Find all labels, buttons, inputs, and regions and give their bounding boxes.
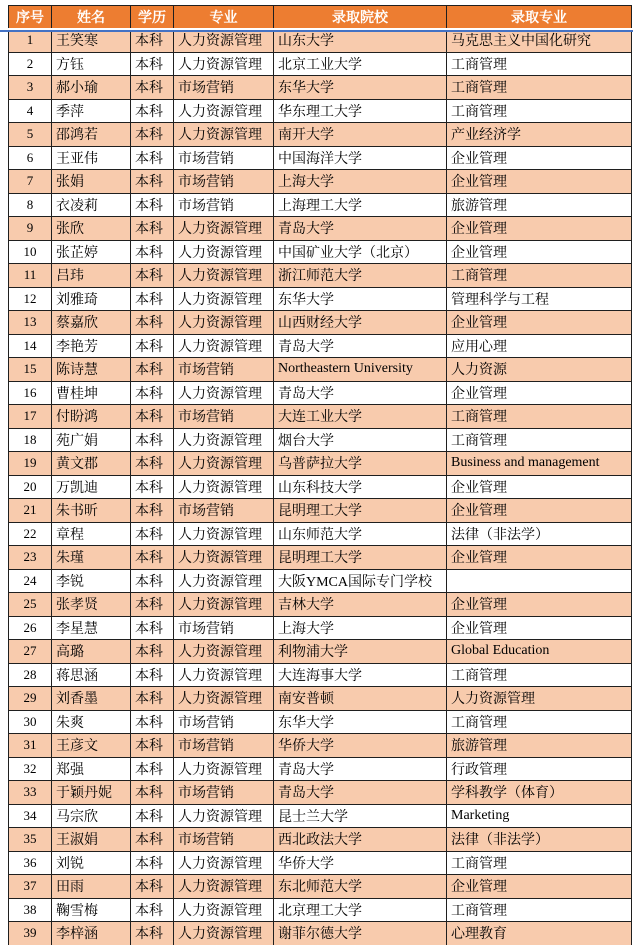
table-row	[9, 334, 632, 358]
table-cell[interactable]: 李艳芳	[52, 334, 131, 358]
table-cell[interactable]: 26	[9, 616, 52, 640]
table-row	[9, 76, 632, 100]
table-cell[interactable]: 季萍	[52, 99, 131, 123]
table-cell[interactable]: 本科	[131, 828, 174, 852]
table-cell[interactable]: 7	[9, 170, 52, 194]
table-cell[interactable]: 王淑娟	[52, 828, 131, 852]
table-cell[interactable]: 上海大学	[274, 170, 447, 194]
column-header-0[interactable]: 序号	[9, 6, 52, 29]
table-cell[interactable]: 人力资源管理	[174, 52, 274, 76]
table-cell[interactable]: 南安普顿	[274, 687, 447, 711]
table-cell[interactable]: 上海大学	[274, 616, 447, 640]
table-cell[interactable]: 人力资源管理	[174, 29, 274, 53]
table-cell[interactable]: 工商管理	[447, 851, 632, 875]
table-cell[interactable]: 青岛大学	[274, 757, 447, 781]
table-cell[interactable]: 人力资源	[447, 358, 632, 382]
table-cell[interactable]: 工商管理	[447, 428, 632, 452]
table-cell[interactable]: 企业管理	[447, 311, 632, 335]
table-row	[9, 170, 632, 194]
table-cell[interactable]: 曹桂坤	[52, 381, 131, 405]
table-row	[9, 640, 632, 664]
table-row	[9, 546, 632, 570]
table-cell[interactable]: 36	[9, 851, 52, 875]
table-cell[interactable]: 鞠雪梅	[52, 898, 131, 922]
table-cell[interactable]: 29	[9, 687, 52, 711]
table-cell[interactable]: 本科	[131, 616, 174, 640]
table-row	[9, 475, 632, 499]
table-cell[interactable]: 北京理工大学	[274, 898, 447, 922]
table-cell[interactable]: 山西财经大学	[274, 311, 447, 335]
table-row	[9, 29, 632, 53]
table-cell[interactable]: 本科	[131, 804, 174, 828]
table-cell[interactable]: 10	[9, 240, 52, 264]
table-cell[interactable]: Northeastern University	[274, 358, 447, 382]
table-cell[interactable]: 东华大学	[274, 710, 447, 734]
table-cell[interactable]: 市场营销	[174, 616, 274, 640]
table-cell[interactable]: 朱瑾	[52, 546, 131, 570]
table-cell[interactable]: 张娟	[52, 170, 131, 194]
table-cell[interactable]: 本科	[131, 123, 174, 147]
table-cell[interactable]: 昆明理工大学	[274, 499, 447, 523]
table-cell[interactable]: 烟台大学	[274, 428, 447, 452]
table-cell[interactable]: 25	[9, 593, 52, 617]
table-cell[interactable]: 山东师范大学	[274, 522, 447, 546]
table-row	[9, 428, 632, 452]
table-cell[interactable]: 旅游管理	[447, 193, 632, 217]
table-cell[interactable]: 12	[9, 287, 52, 311]
table-cell[interactable]: 本科	[131, 240, 174, 264]
table-cell[interactable]: 人力资源管理	[174, 217, 274, 241]
table-cell[interactable]: Marketing	[447, 804, 632, 828]
table-cell[interactable]: 企业管理	[447, 217, 632, 241]
table-cell[interactable]: 人力资源管理	[174, 757, 274, 781]
table-cell[interactable]: 本科	[131, 217, 174, 241]
table-cell[interactable]: 人力资源管理	[174, 804, 274, 828]
table-cell[interactable]: 工商管理	[447, 710, 632, 734]
table-cell[interactable]: 人力资源管理	[174, 240, 274, 264]
table-cell[interactable]: 李梓涵	[52, 922, 131, 945]
table-cell[interactable]: 本科	[131, 405, 174, 429]
table-cell[interactable]: 人力资源管理	[174, 522, 274, 546]
table-cell[interactable]: 30	[9, 710, 52, 734]
table-row	[9, 499, 632, 523]
table-cell[interactable]: 人力资源管理	[174, 640, 274, 664]
table-cell[interactable]: 郑强	[52, 757, 131, 781]
table-cell[interactable]: 应用心理	[447, 334, 632, 358]
table-cell[interactable]: 蔡嘉欣	[52, 311, 131, 335]
table-cell[interactable]: 本科	[131, 287, 174, 311]
table-row	[9, 146, 632, 170]
table-cell[interactable]: Global Education	[447, 640, 632, 664]
table-cell[interactable]: 青岛大学	[274, 381, 447, 405]
table-cell[interactable]: 产业经济学	[447, 123, 632, 147]
table-cell[interactable]: 人力资源管理	[174, 475, 274, 499]
table-cell[interactable]: 利物浦大学	[274, 640, 447, 664]
table-cell[interactable]: 青岛大学	[274, 781, 447, 805]
table-cell[interactable]: 昆士兰大学	[274, 804, 447, 828]
table-cell[interactable]: 企业管理	[447, 170, 632, 194]
table-cell[interactable]: 郝小瑜	[52, 76, 131, 100]
table-cell[interactable]: 邵鸿若	[52, 123, 131, 147]
table-cell[interactable]: 本科	[131, 734, 174, 758]
table-cell[interactable]: 人力资源管理	[174, 311, 274, 335]
table-row	[9, 311, 632, 335]
column-header-2[interactable]: 学历	[131, 6, 174, 29]
table-row	[9, 593, 632, 617]
table-cell[interactable]: 东华大学	[274, 287, 447, 311]
table-cell[interactable]: 13	[9, 311, 52, 335]
table-cell[interactable]: 山东大学	[274, 29, 447, 53]
table-cell[interactable]: 市场营销	[174, 170, 274, 194]
table-cell[interactable]: 34	[9, 804, 52, 828]
table-cell[interactable]: 11	[9, 264, 52, 288]
table-cell[interactable]: 刘香墨	[52, 687, 131, 711]
table-cell[interactable]: 市场营销	[174, 499, 274, 523]
table-row	[9, 804, 632, 828]
column-header-3[interactable]: 专业	[174, 6, 274, 29]
table-cell[interactable]: 市场营销	[174, 193, 274, 217]
header-row	[9, 6, 632, 29]
table-cell[interactable]: 本科	[131, 875, 174, 899]
table-cell[interactable]: 本科	[131, 264, 174, 288]
table-cell[interactable]: 38	[9, 898, 52, 922]
table-cell[interactable]: 人力资源管理	[174, 264, 274, 288]
table-cell[interactable]: 方钰	[52, 52, 131, 76]
table-cell[interactable]: 本科	[131, 334, 174, 358]
table-cell[interactable]: 本科	[131, 146, 174, 170]
table-cell[interactable]: 付盼鸿	[52, 405, 131, 429]
table-cell[interactable]: 18	[9, 428, 52, 452]
table-cell[interactable]: 张芷婷	[52, 240, 131, 264]
table-cell[interactable]: 20	[9, 475, 52, 499]
table-row	[9, 663, 632, 687]
table-cell[interactable]: 人力资源管理	[174, 452, 274, 476]
table-cell[interactable]: 陈诗慧	[52, 358, 131, 382]
table-cell[interactable]: 企业管理	[447, 875, 632, 899]
table-row	[9, 757, 632, 781]
table-row	[9, 898, 632, 922]
table-cell[interactable]: 人力资源管理	[174, 546, 274, 570]
table-cell[interactable]: 人力资源管理	[174, 875, 274, 899]
table-cell[interactable]: 企业管理	[447, 240, 632, 264]
table-cell[interactable]: 本科	[131, 381, 174, 405]
table-row	[9, 123, 632, 147]
table-row	[9, 99, 632, 123]
table-cell[interactable]: 工商管理	[447, 264, 632, 288]
table-cell[interactable]: 本科	[131, 99, 174, 123]
column-header-5[interactable]: 录取专业	[447, 6, 632, 29]
table-cell[interactable]: 人力资源管理	[174, 922, 274, 945]
table-cell[interactable]: 本科	[131, 593, 174, 617]
table-cell[interactable]: 27	[9, 640, 52, 664]
table-cell[interactable]: 39	[9, 922, 52, 945]
table-row	[9, 828, 632, 852]
table-cell[interactable]: 28	[9, 663, 52, 687]
table-cell[interactable]: 人力资源管理	[174, 381, 274, 405]
table-cell[interactable]: 黄文郡	[52, 452, 131, 476]
table-cell[interactable]: 9	[9, 217, 52, 241]
table-cell[interactable]: 田雨	[52, 875, 131, 899]
table-cell[interactable]: 本科	[131, 475, 174, 499]
table-cell[interactable]: 32	[9, 757, 52, 781]
table-row	[9, 616, 632, 640]
table-cell[interactable]: 8	[9, 193, 52, 217]
table-cell[interactable]: 本科	[131, 499, 174, 523]
table-row	[9, 851, 632, 875]
table-cell[interactable]: 青岛大学	[274, 334, 447, 358]
table-cell[interactable]: 刘锐	[52, 851, 131, 875]
table-cell[interactable]: 人力资源管理	[174, 99, 274, 123]
table-cell[interactable]: 16	[9, 381, 52, 405]
table-row	[9, 240, 632, 264]
table-cell[interactable]: 华东理工大学	[274, 99, 447, 123]
table-cell[interactable]: 19	[9, 452, 52, 476]
table-cell[interactable]: 张孝贤	[52, 593, 131, 617]
table-cell[interactable]: 市场营销	[174, 828, 274, 852]
table-cell[interactable]: 工商管理	[447, 52, 632, 76]
table-cell[interactable]: 市场营销	[174, 405, 274, 429]
table-cell[interactable]: 王亚伟	[52, 146, 131, 170]
table-cell[interactable]: 人力资源管理	[174, 663, 274, 687]
table-cell[interactable]: 本科	[131, 640, 174, 664]
table-cell[interactable]: 中国海洋大学	[274, 146, 447, 170]
table-cell[interactable]: 东北师范大学	[274, 875, 447, 899]
table-cell[interactable]: 本科	[131, 76, 174, 100]
table-cell[interactable]: 南开大学	[274, 123, 447, 147]
table-cell[interactable]: 工商管理	[447, 663, 632, 687]
table-cell[interactable]: 本科	[131, 710, 174, 734]
table-cell[interactable]: 35	[9, 828, 52, 852]
table-cell[interactable]: 市场营销	[174, 76, 274, 100]
table-cell[interactable]: 吉林大学	[274, 593, 447, 617]
table-cell[interactable]: 人力资源管理	[174, 569, 274, 593]
table-cell[interactable]: 昆明理工大学	[274, 546, 447, 570]
table-cell[interactable]: 23	[9, 546, 52, 570]
table-cell[interactable]: 章程	[52, 522, 131, 546]
table-cell[interactable]: 6	[9, 146, 52, 170]
column-header-4[interactable]: 录取院校	[274, 6, 447, 29]
table-cell[interactable]: 心理教育	[447, 922, 632, 945]
table-cell[interactable]: 企业管理	[447, 546, 632, 570]
table-cell[interactable]: 马宗欣	[52, 804, 131, 828]
frozen-pane-divider	[0, 30, 633, 32]
table-cell[interactable]: 1	[9, 29, 52, 53]
table-row	[9, 452, 632, 476]
table-row	[9, 217, 632, 241]
table-cell[interactable]: 本科	[131, 52, 174, 76]
table-cell[interactable]: 朱书昕	[52, 499, 131, 523]
table-cell[interactable]	[447, 569, 632, 593]
table-cell[interactable]: 李星慧	[52, 616, 131, 640]
table-row	[9, 781, 632, 805]
table-cell[interactable]: 工商管理	[447, 99, 632, 123]
table-row	[9, 358, 632, 382]
table-cell[interactable]: 4	[9, 99, 52, 123]
table-cell[interactable]: 本科	[131, 898, 174, 922]
table-cell[interactable]: 谢菲尔德大学	[274, 922, 447, 945]
table-cell[interactable]: 西北政法大学	[274, 828, 447, 852]
table-cell[interactable]: 15	[9, 358, 52, 382]
table-cell[interactable]: 14	[9, 334, 52, 358]
table-row	[9, 381, 632, 405]
table-cell[interactable]: 企业管理	[447, 593, 632, 617]
table-cell[interactable]: 上海理工大学	[274, 193, 447, 217]
table-cell[interactable]: 33	[9, 781, 52, 805]
table-cell[interactable]: 企业管理	[447, 616, 632, 640]
table-cell[interactable]: 3	[9, 76, 52, 100]
table-cell[interactable]: 刘雅琦	[52, 287, 131, 311]
table-cell[interactable]: 山东科技大学	[274, 475, 447, 499]
table-cell[interactable]: 2	[9, 52, 52, 76]
table-cell[interactable]: 24	[9, 569, 52, 593]
table-cell[interactable]: 朱爽	[52, 710, 131, 734]
table-cell[interactable]: 华侨大学	[274, 851, 447, 875]
table-cell[interactable]: 蒋思涵	[52, 663, 131, 687]
table-cell[interactable]: 马克思主义中国化研究	[447, 29, 632, 53]
table-cell[interactable]: 大连工业大学	[274, 405, 447, 429]
table-cell[interactable]: 人力资源管理	[174, 687, 274, 711]
table-cell[interactable]: 衣凌莉	[52, 193, 131, 217]
table-body	[9, 29, 632, 945]
table-cell[interactable]: Business and management	[447, 452, 632, 476]
table-cell[interactable]: 本科	[131, 428, 174, 452]
table-cell[interactable]: 本科	[131, 358, 174, 382]
table-cell[interactable]: 吕玮	[52, 264, 131, 288]
table-cell[interactable]: 青岛大学	[274, 217, 447, 241]
table-cell[interactable]: 本科	[131, 922, 174, 945]
table-cell[interactable]: 法律（非法学）	[447, 828, 632, 852]
table-cell[interactable]: 本科	[131, 170, 174, 194]
table-row	[9, 922, 632, 945]
table-cell[interactable]: 李锐	[52, 569, 131, 593]
table-cell[interactable]: 本科	[131, 687, 174, 711]
table-cell[interactable]: 人力资源管理	[174, 334, 274, 358]
admissions-table	[8, 5, 632, 945]
table-cell[interactable]: 37	[9, 875, 52, 899]
table-row	[9, 687, 632, 711]
table-cell[interactable]: 市场营销	[174, 358, 274, 382]
column-header-1[interactable]: 姓名	[52, 6, 131, 29]
table-cell[interactable]: 工商管理	[447, 76, 632, 100]
table-cell[interactable]: 企业管理	[447, 475, 632, 499]
table-cell[interactable]: 工商管理	[447, 405, 632, 429]
table-cell[interactable]: 本科	[131, 546, 174, 570]
table-cell[interactable]: 31	[9, 734, 52, 758]
table-cell[interactable]: 学科教学（体育）	[447, 781, 632, 805]
table-cell[interactable]: 管理科学与工程	[447, 287, 632, 311]
table-cell[interactable]: 人力资源管理	[447, 687, 632, 711]
table-cell[interactable]: 市场营销	[174, 710, 274, 734]
table-cell[interactable]: 张欣	[52, 217, 131, 241]
table-cell[interactable]: 于颖丹妮	[52, 781, 131, 805]
table-row	[9, 405, 632, 429]
table-row	[9, 522, 632, 546]
table-cell[interactable]: 市场营销	[174, 146, 274, 170]
table-cell[interactable]: 行政管理	[447, 757, 632, 781]
table-cell[interactable]: 工商管理	[447, 898, 632, 922]
table-cell[interactable]: 本科	[131, 569, 174, 593]
table-cell[interactable]: 本科	[131, 757, 174, 781]
table-cell[interactable]: 人力资源管理	[174, 287, 274, 311]
table-cell[interactable]: 大连海事大学	[274, 663, 447, 687]
table-cell[interactable]: 17	[9, 405, 52, 429]
table-cell[interactable]: 人力资源管理	[174, 851, 274, 875]
table-row	[9, 734, 632, 758]
table-cell[interactable]: 本科	[131, 851, 174, 875]
table-cell[interactable]: 21	[9, 499, 52, 523]
table-row	[9, 52, 632, 76]
table-cell[interactable]: 法律（非法学）	[447, 522, 632, 546]
table-cell[interactable]: 本科	[131, 522, 174, 546]
table-cell[interactable]: 大阪YMCA国际专门学校	[274, 569, 447, 593]
table-cell[interactable]: 王彦文	[52, 734, 131, 758]
table-cell[interactable]: 人力资源管理	[174, 428, 274, 452]
table-cell[interactable]: 中国矿业大学（北京）	[274, 240, 447, 264]
table-cell[interactable]: 本科	[131, 663, 174, 687]
table-cell[interactable]: 人力资源管理	[174, 593, 274, 617]
table-cell[interactable]: 市场营销	[174, 781, 274, 805]
table-row	[9, 287, 632, 311]
table-cell[interactable]: 本科	[131, 193, 174, 217]
table-cell[interactable]: 企业管理	[447, 146, 632, 170]
table-cell[interactable]: 本科	[131, 781, 174, 805]
table-cell[interactable]: 北京工业大学	[274, 52, 447, 76]
table-cell[interactable]: 乌普萨拉大学	[274, 452, 447, 476]
table-cell[interactable]: 人力资源管理	[174, 898, 274, 922]
table-cell[interactable]: 王笑寒	[52, 29, 131, 53]
table-row	[9, 569, 632, 593]
table-row	[9, 193, 632, 217]
table-cell[interactable]: 东华大学	[274, 76, 447, 100]
table-cell[interactable]: 5	[9, 123, 52, 147]
table-cell[interactable]: 万凯迪	[52, 475, 131, 499]
table-cell[interactable]: 22	[9, 522, 52, 546]
table-cell[interactable]: 企业管理	[447, 381, 632, 405]
table-cell[interactable]: 企业管理	[447, 499, 632, 523]
table-cell[interactable]: 本科	[131, 311, 174, 335]
table-cell[interactable]: 旅游管理	[447, 734, 632, 758]
table-cell[interactable]: 华侨大学	[274, 734, 447, 758]
table-row	[9, 875, 632, 899]
table-cell[interactable]: 本科	[131, 29, 174, 53]
table-row	[9, 710, 632, 734]
table-cell[interactable]: 浙江师范大学	[274, 264, 447, 288]
table-cell[interactable]: 市场营销	[174, 734, 274, 758]
table-cell[interactable]: 苑广娟	[52, 428, 131, 452]
table-cell[interactable]: 人力资源管理	[174, 123, 274, 147]
table-cell[interactable]: 本科	[131, 452, 174, 476]
table-cell[interactable]: 高璐	[52, 640, 131, 664]
table-row	[9, 264, 632, 288]
